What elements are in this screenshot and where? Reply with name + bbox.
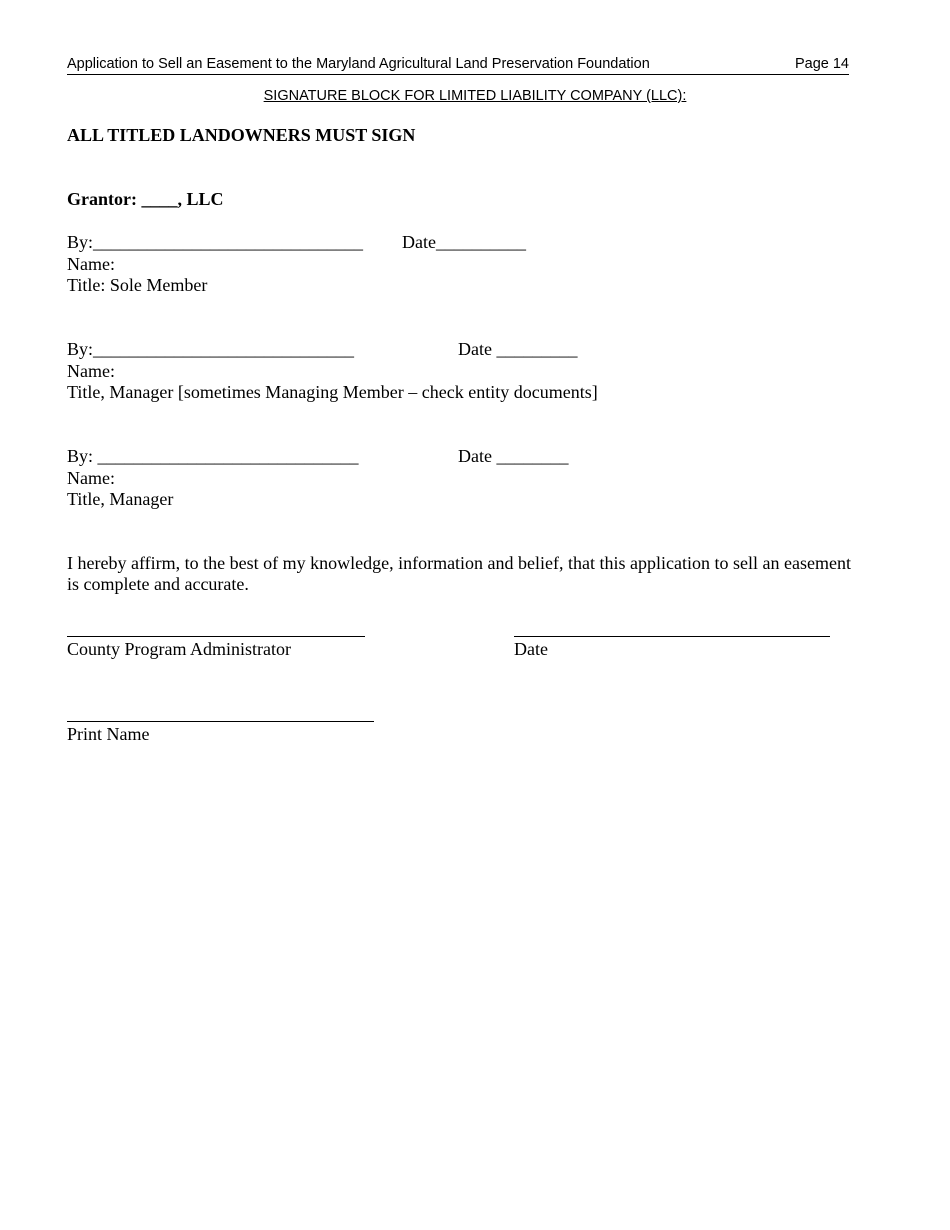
administrator-date-label: Date [514, 639, 548, 659]
signature-title-1: Title: Sole Member [67, 275, 208, 295]
print-name-line[interactable] [67, 721, 374, 722]
signature-name-label-1: Name: [67, 254, 115, 274]
signature-title-2: Title, Manager [sometimes Managing Member – check entity documents] [67, 382, 598, 402]
administrator-label: County Program Administrator [67, 639, 291, 659]
signature-by-line-2[interactable]: By:_____________________________ [67, 339, 355, 359]
signature-name-label-2: Name: [67, 361, 115, 381]
administrator-date-line[interactable] [514, 636, 830, 637]
signature-date-line-3[interactable]: Date ________ [458, 446, 569, 466]
signature-title-3: Title, Manager [67, 489, 174, 509]
affirmation-line-1: I hereby affirm, to the best of my knowledge, information and belief, that this application to sell an easement [67, 553, 851, 573]
page-header [67, 56, 849, 75]
grantor-line: Grantor: ____, LLC [67, 189, 224, 209]
document-title: Application to Sell an Easement to the Maryland Agricultural Land Preservation Foundation [67, 56, 650, 72]
signature-by-line-3[interactable]: By: _____________________________ [67, 446, 359, 466]
print-name-label: Print Name [67, 724, 150, 744]
administrator-signature-line[interactable] [67, 636, 365, 637]
page-number: Page 14 [794, 56, 849, 72]
affirmation-line-2: is complete and accurate. [67, 574, 249, 594]
section-subtitle [0, 88, 950, 104]
signature-by-line-1[interactable]: By:______________________________ [67, 232, 364, 252]
signature-name-label-3: Name: [67, 468, 115, 488]
signature-date-line-2[interactable]: Date _________ [458, 339, 578, 359]
subtitle-text: SIGNATURE BLOCK FOR LIMITED LIABILITY COMPANY (LLC): [263, 88, 687, 104]
signature-date-line-1[interactable]: Date__________ [402, 232, 526, 252]
signing-instruction: ALL TITLED LANDOWNERS MUST SIGN [67, 125, 416, 145]
